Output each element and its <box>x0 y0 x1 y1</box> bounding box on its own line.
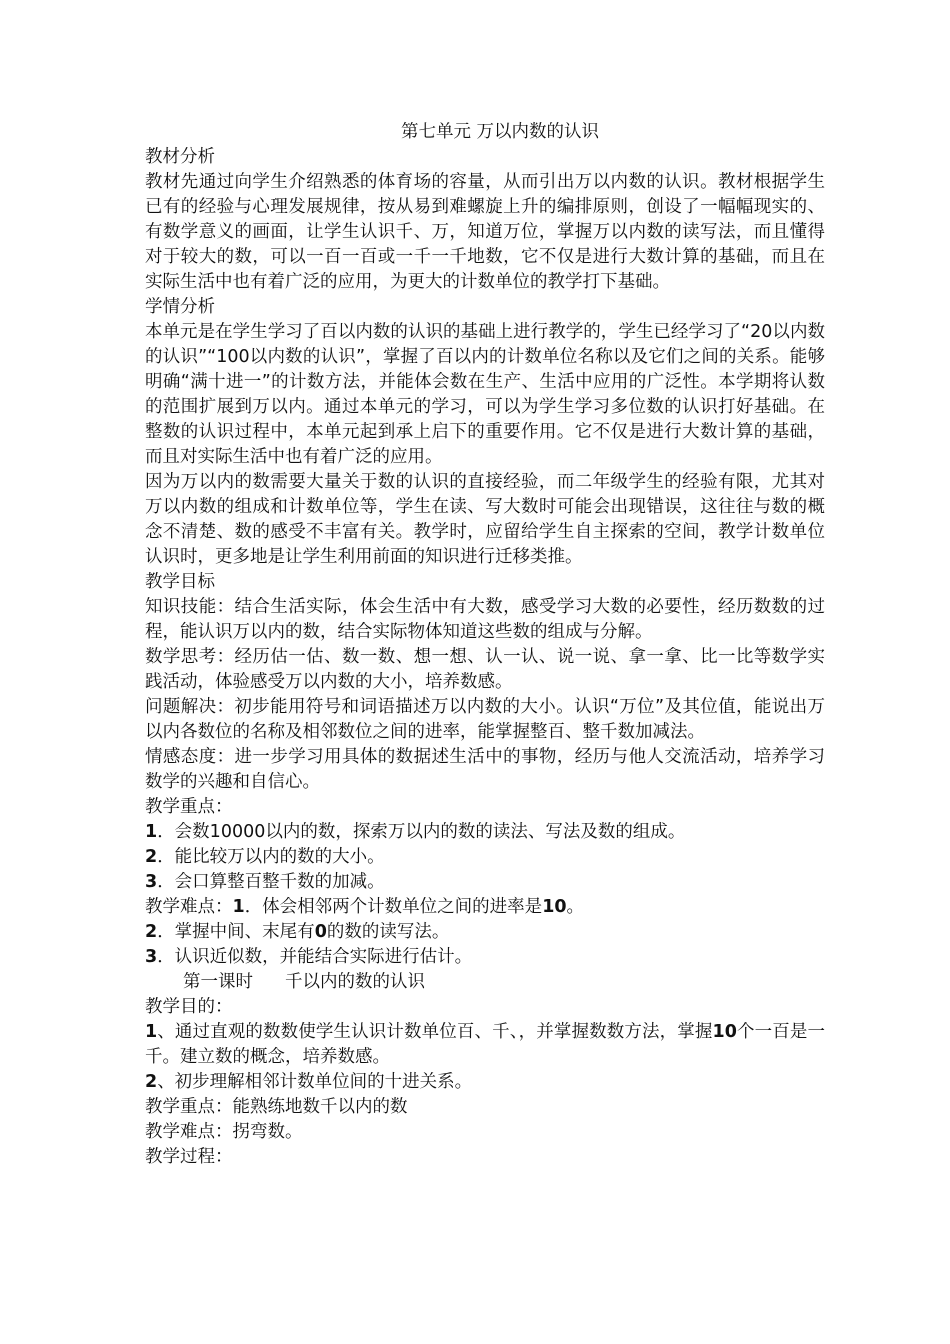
difficulty-3-text: ．认识近似数，并能结合实际进行估计。 <box>157 947 473 967</box>
difficulty-3 <box>145 945 825 970</box>
section-heading-goals: 教学目标 <box>145 572 215 592</box>
lesson-title: 千以内的数的认识 <box>285 972 425 992</box>
difficulty-3-number: 3 <box>145 947 158 967</box>
doc-title: 第七单元 万以内数的认识 <box>400 122 600 142</box>
teaching-process-heading: 教学过程： <box>145 1147 233 1167</box>
key-point-1-number: 1 <box>145 822 158 842</box>
material-analysis-text: 教材先通过向学生介绍熟悉的体育场的容量，从而引出万以内数的认识。教材根据学生已有的经验与心理发展规律，按从易到难螺旋上升的编排原则，创设了一幅幅现实的、有数学意义的画面，让学生认识千、万，知道万位，掌握万以内数的读写法，而且懂得对于较大的数，可以一百一百或一千一千地数，它不仅是进行大数计算的基础，而且在实际生活中也有着广泛的应用，为更大的计数单位的教学打下基础。 <box>145 172 825 292</box>
purpose-2 <box>145 1070 825 1095</box>
key-points-heading: 教学重点： <box>145 797 233 817</box>
difficulty-heading: 教学难点： <box>145 897 233 917</box>
key-point-1-text: ．会数10000以内的数，探索万以内的数的读法、写法及数的组成。 <box>157 822 686 842</box>
difficulty-1 <box>145 895 825 920</box>
goal-thinking: 数学思考：经历估一估、数一数、想一想、认一认、说一说、拿一拿、比一比等数学实践活动，体验感受万以内数的大小，培养数感。 <box>145 647 825 692</box>
difficulty-2-value: 0 <box>314 922 327 942</box>
goal-knowledge: 知识技能：结合生活实际，体会生活中有大数，感受学习大数的必要性，经历数数的过程，能认识万以内的数，结合实际物体知道这些数的组成与分解。 <box>145 597 825 642</box>
difficulty-1-value: 10 <box>542 897 567 917</box>
lesson-key-point: 教学重点：能熟练地数千以内的数 <box>145 1097 408 1117</box>
difficulty-1-number: 1 <box>232 897 245 917</box>
purpose-2-number: 2 <box>145 1072 158 1092</box>
key-point-3-number: 3 <box>145 872 158 892</box>
section-heading-material: 教材分析 <box>145 147 215 167</box>
goal-attitude: 情感态度：进一步学习用具体的数据述生活中的事物，经历与他人交流活动，培养学习数学的兴趣和自信心。 <box>145 747 825 792</box>
student-analysis-para-2: 因为万以内的数需要大量关于数的认识的直接经验，而二年级学生的经验有限，尤其对万以内数的组成和计数单位等，学生在读、写大数时可能会出现错误，这往往与数的概念不清楚、数的感受不丰富有关。教学时，应留给学生自主探索的空间，教学计数单位认识时，更多地是让学生利用前面的知识进行迁移类推。 <box>145 472 825 567</box>
purpose-heading: 教学目的： <box>145 997 233 1017</box>
key-point-2 <box>145 845 825 870</box>
lesson-difficulty: 教学难点：拐弯数。 <box>145 1122 303 1142</box>
difficulty-2 <box>145 920 825 945</box>
purpose-1-text-b: 个一百是一千。建立数的概念，培养数感。 <box>145 1022 826 1067</box>
difficulty-2-text: ．掌握中间、末尾有 <box>157 922 315 942</box>
goal-problem-solving: 问题解决：初步能用符号和词语描述万以内数的大小。认识“万位”及其位值，能说出万以内各数位的名称及相邻数位之间的进率，能掌握整百、整千数加减法。 <box>145 697 825 742</box>
key-point-3-text: ．会口算整百整千数的加减。 <box>157 872 385 892</box>
key-point-3 <box>145 870 825 895</box>
purpose-1-number: 1 <box>145 1022 158 1042</box>
lesson-heading <box>145 970 825 995</box>
key-point-2-text: ．能比较万以内的数的大小。 <box>157 847 385 867</box>
key-point-1 <box>145 820 825 845</box>
purpose-1 <box>145 1020 825 1070</box>
difficulty-1-text: ．体会相邻两个计数单位之间的进率是 <box>244 897 543 917</box>
lesson-label: 第一课时 <box>183 972 253 992</box>
difficulty-1-end: 。 <box>566 897 585 917</box>
document-page <box>145 120 825 1170</box>
purpose-1-text-a: 、通过直观的数数使学生认识计数单位百、千、，并掌握数数方法，掌握 <box>157 1022 713 1042</box>
difficulty-2-number: 2 <box>145 922 158 942</box>
purpose-1-value: 10 <box>712 1022 737 1042</box>
student-analysis-para-1: 本单元是在学生学习了百以内数的认识的基础上进行教学的，学生已经学习了“20以内数的认识”“100以内数的认识”，掌握了百以内的计数单位名称以及它们之间的关系。能够明确“满十进一”的计数方法，并能体会数在生产、生活中应用的广泛性。本学期将认数的范围扩展到万以内。通过本单元的学习，可以为学生学习多位数的认识打好基础。在整数的认识过程中，本单元起到承上启下的重要作用。它不仅是进行大数计算的基础，而且对实际生活中也有着广泛的应用。 <box>145 322 825 467</box>
difficulty-2-end: 的数的读写法。 <box>326 922 450 942</box>
purpose-2-text: 、初步理解相邻计数单位间的十进关系。 <box>157 1072 473 1092</box>
key-point-2-number: 2 <box>145 847 158 867</box>
section-heading-student: 学情分析 <box>145 297 215 317</box>
